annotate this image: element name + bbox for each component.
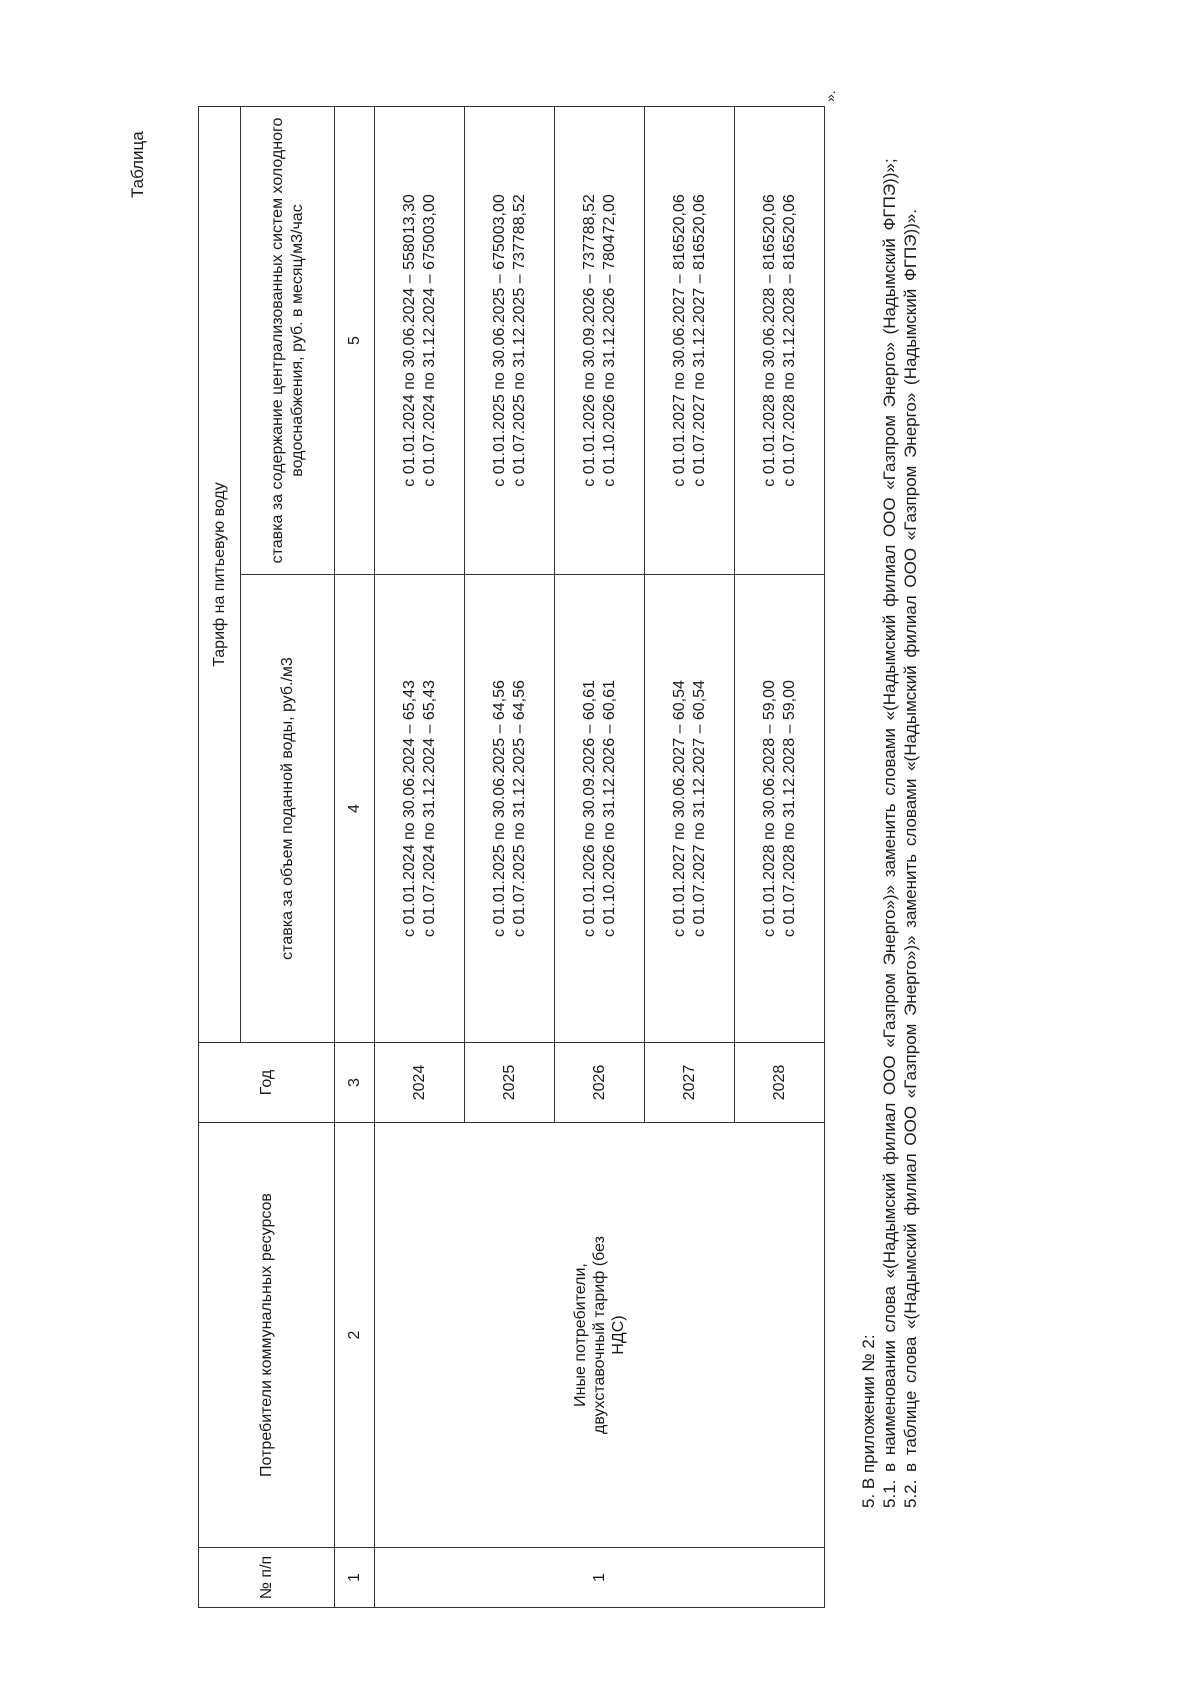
maintenance-rate-line: с 01.07.2025 по 31.12.2025 – 737788,52 [510,194,528,487]
header-row-1 [199,106,241,1607]
maintenance-rate-line: с 01.07.2024 по 31.12.2024 – 675003,00 [420,194,438,487]
closing-quote: ». [822,90,838,102]
note-item-5-2: 5.2. в таблице слова «(Надымский филиал ООО «Газпром Энерго»)» заменить словами «(Надымский филиал ООО «Газпром Энерго» (Надымский ФГПЭ))». [901,209,920,1508]
year-cell: 2026 [555,1043,645,1123]
col-number: 3 [335,1043,375,1123]
header-year: Год [199,1043,335,1123]
volume-rate-cell [735,575,825,1043]
year-cell: 2027 [645,1043,735,1123]
header-tariff-group: Тариф на питьевую воду [199,106,241,1042]
volume-rate-line: с 01.07.2025 по 31.12.2025 – 64,56 [510,680,528,937]
volume-rate-line: с 01.07.2024 по 31.12.2024 – 65,43 [420,680,438,937]
volume-rate-line: с 01.10.2026 по 31.12.2026 – 60,61 [600,680,618,937]
maintenance-rate-cell [555,106,645,574]
volume-rate-line: с 01.01.2024 по 30.06.2024 – 65,43 [400,680,418,937]
header-rate-volume: ставка за объем поданной воды, руб./м3 [241,575,335,1043]
volume-rate-line: с 01.07.2028 по 31.12.2028 – 59,00 [780,680,798,937]
maintenance-rate-line: с 01.01.2027 по 30.06.2027 – 816520,06 [670,194,688,487]
col-number: 5 [335,106,375,574]
maintenance-rate-line: с 01.10.2026 по 31.12.2026 – 780472,00 [600,194,618,487]
consumer-label: Иные потребители, двухставочный тариф (без НДС) [571,1236,628,1434]
volume-rate-line: с 01.07.2027 по 31.12.2027 – 60,54 [690,680,708,937]
note-item-5-1: 5.1. в наименовании слова «(Надымский филиал ООО «Газпром Энерго»)» заменить словами «(Надымский филиал ООО «Газпром Энерго» (Надымский ФГПЭ))»; [880,158,899,1508]
maintenance-rate-line: с 01.01.2024 по 30.06.2024 – 558013,30 [400,194,418,487]
maintenance-rate-line: с 01.01.2025 по 30.06.2025 – 675003,00 [490,194,508,487]
maintenance-rate-cell [735,106,825,574]
col-number: 4 [335,575,375,1043]
header-num: № п/п [199,1548,335,1608]
note-item-5: 5. В приложении № 2: [859,1334,878,1508]
volume-rate-line: с 01.01.2027 по 30.06.2027 – 60,54 [670,680,688,937]
volume-rate-line: с 01.01.2028 по 30.06.2028 – 59,00 [760,680,778,937]
maintenance-rate-line: с 01.01.2026 по 30.09.2026 – 737788,52 [580,194,598,487]
maintenance-rate-line: с 01.07.2028 по 31.12.2028 – 816520,06 [780,194,798,487]
maintenance-rate-line: с 01.01.2028 по 30.06.2028 – 816520,06 [760,194,778,487]
col-number: 1 [335,1548,375,1608]
table-row [375,106,465,1607]
volume-rate-line: с 01.01.2025 по 30.06.2025 – 64,56 [490,680,508,937]
year-cell: 2025 [465,1043,555,1123]
header-consumers: Потребители коммунальных ресурсов [199,1123,335,1548]
header-rate-maintenance: ставка за содержание централизованных систем холодного водоснабжения, руб. в месяц/м3/час [241,106,335,574]
year-cell: 2024 [375,1043,465,1123]
maintenance-rate-line: с 01.07.2027 по 31.12.2027 – 816520,06 [690,194,708,487]
volume-rate-cell [645,575,735,1043]
maintenance-rate-cell [465,106,555,574]
maintenance-rate-cell [645,106,735,574]
maintenance-rate-cell [375,106,465,574]
amendment-notes [858,158,921,1548]
consumer-cell [375,1123,825,1548]
column-number-row [335,106,375,1607]
volume-rate-cell [375,575,465,1043]
volume-rate-cell [465,575,555,1043]
year-cell: 2028 [735,1043,825,1123]
tariff-table [198,106,825,1608]
volume-rate-line: с 01.01.2026 по 30.09.2026 – 60,61 [580,680,598,937]
table-caption: Таблица [128,131,147,198]
volume-rate-cell [555,575,645,1043]
col-number: 2 [335,1123,375,1548]
row-number: 1 [375,1548,825,1608]
